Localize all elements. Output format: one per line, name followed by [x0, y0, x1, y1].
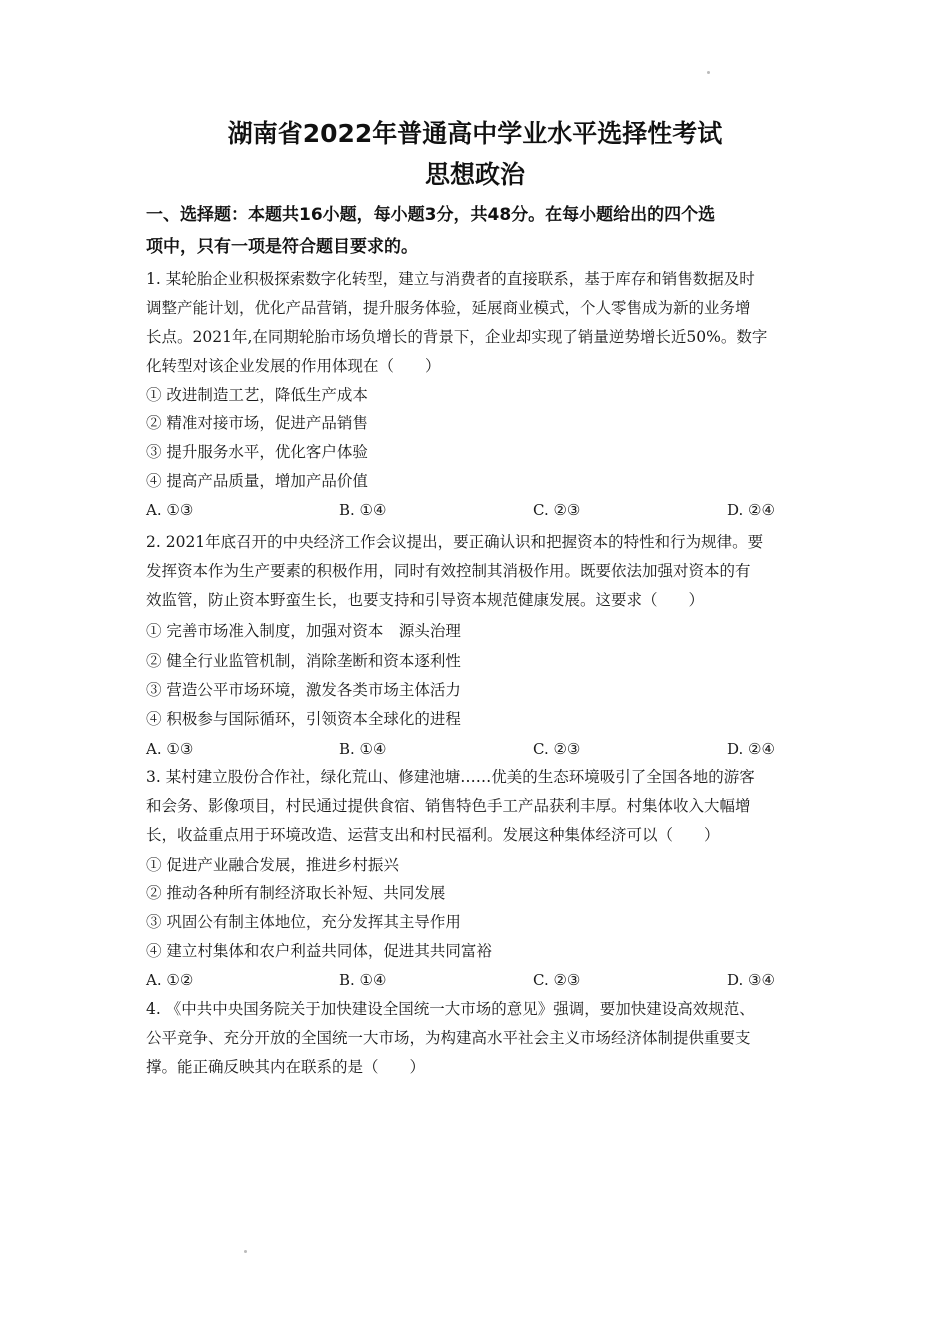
q1-item: ③ 提升服务水平，优化客户体验: [146, 443, 368, 461]
scan-dot: [707, 71, 710, 74]
q1-item: ② 精准对接市场，促进产品销售: [146, 414, 368, 432]
section-heading-line2: 项中，只有一项是符合题目要求的。: [146, 237, 418, 257]
q4-stem-line: 4. 《中共中央国务院关于加快建设全国统一大市场的意见》强调，要加快建设高效规范、: [146, 1000, 755, 1018]
q1-stem-line: 化转型对该企业发展的作用体现在（ ）: [146, 357, 441, 375]
q1-item: ④ 提高产品质量，增加产品价值: [146, 472, 368, 490]
q3-stem-line: 3. 某村建立股份合作社，绿化荒山、修建池塘……优美的生态环境吸引了全国各地的游客: [146, 768, 755, 786]
q3-option-d: D. ③④: [727, 971, 775, 989]
q2-item: ① 完善市场准入制度，加强对资本 源头治理: [146, 622, 461, 640]
q3-stem-line: 长，收益重点用于环境改造、运营支出和村民福利。发展这种集体经济可以（ ）: [146, 826, 720, 844]
q1-option-a: A. ①③: [146, 501, 194, 519]
q2-stem-line: 发挥资本作为生产要素的积极作用，同时有效控制其消极作用。既要依法加强对资本的有: [146, 562, 751, 580]
q1-stem-line: 调整产能计划，优化产品营销，提升服务体验，延展商业模式，个人零售成为新的业务增: [146, 299, 751, 317]
q2-item: ③ 营造公平市场环境，激发各类市场主体活力: [146, 681, 461, 699]
q4-stem-line: 公平竞争、充分开放的全国统一大市场，为构建高水平社会主义市场经济体制提供重要支: [146, 1029, 751, 1047]
q3-option-a: A. ①②: [146, 971, 194, 989]
q3-item: ④ 建立村集体和农户利益共同体，促进其共同富裕: [146, 942, 492, 960]
q2-stem-line: 2. 2021年底召开的中央经济工作会议提出，要正确认识和把握资本的特性和行为规律。要: [146, 533, 764, 551]
q1-item: ① 改进制造工艺，降低生产成本: [146, 386, 368, 404]
section-heading-line1: 一、选择题：本题共16小题，每小题3分，共48分。在每小题给出的四个选: [146, 205, 716, 225]
q1-option-d: D. ②④: [727, 501, 775, 519]
q3-item: ③ 巩固公有制主体地位，充分发挥其主导作用: [146, 913, 461, 931]
q2-option-b: B. ①④: [339, 740, 387, 758]
q2-stem-line: 效监管，防止资本野蛮生长，也要支持和引导资本规范健康发展。这要求（ ）: [146, 591, 705, 609]
subject-title: 思想政治: [424, 160, 525, 189]
q3-item: ② 推动各种所有制经济取长补短、共同发展: [146, 884, 446, 902]
q1-stem-line: 1. 某轮胎企业积极探索数字化转型，建立与消费者的直接联系，基于库存和销售数据及时: [146, 270, 755, 288]
q1-option-c: C. ②③: [533, 501, 581, 519]
q1-stem-line: 长点。2021年,在同期轮胎市场负增长的背景下，企业却实现了销量逆势增长近50%。数字: [146, 328, 768, 346]
q1-option-b: B. ①④: [339, 501, 387, 519]
q3-option-c: C. ②③: [533, 971, 581, 989]
exam-title: 湖南省2022年普通高中学业水平选择性考试: [227, 119, 723, 148]
q2-item: ④ 积极参与国际循环，引领资本全球化的进程: [146, 710, 461, 728]
q2-option-c: C. ②③: [533, 740, 581, 758]
q3-option-b: B. ①④: [339, 971, 387, 989]
q2-item: ② 健全行业监管机制，消除垄断和资本逐利性: [146, 652, 461, 670]
q2-option-d: D. ②④: [727, 740, 775, 758]
scan-dot: [244, 1250, 247, 1253]
q3-item: ① 促进产业融合发展，推进乡村振兴: [146, 856, 399, 874]
q3-stem-line: 和会务、影像项目，村民通过提供食宿、销售特色手工产品获利丰厚。村集体收入大幅增: [146, 797, 751, 815]
q4-stem-line: 撑。能正确反映其内在联系的是（ ）: [146, 1058, 426, 1076]
q2-option-a: A. ①③: [146, 740, 194, 758]
